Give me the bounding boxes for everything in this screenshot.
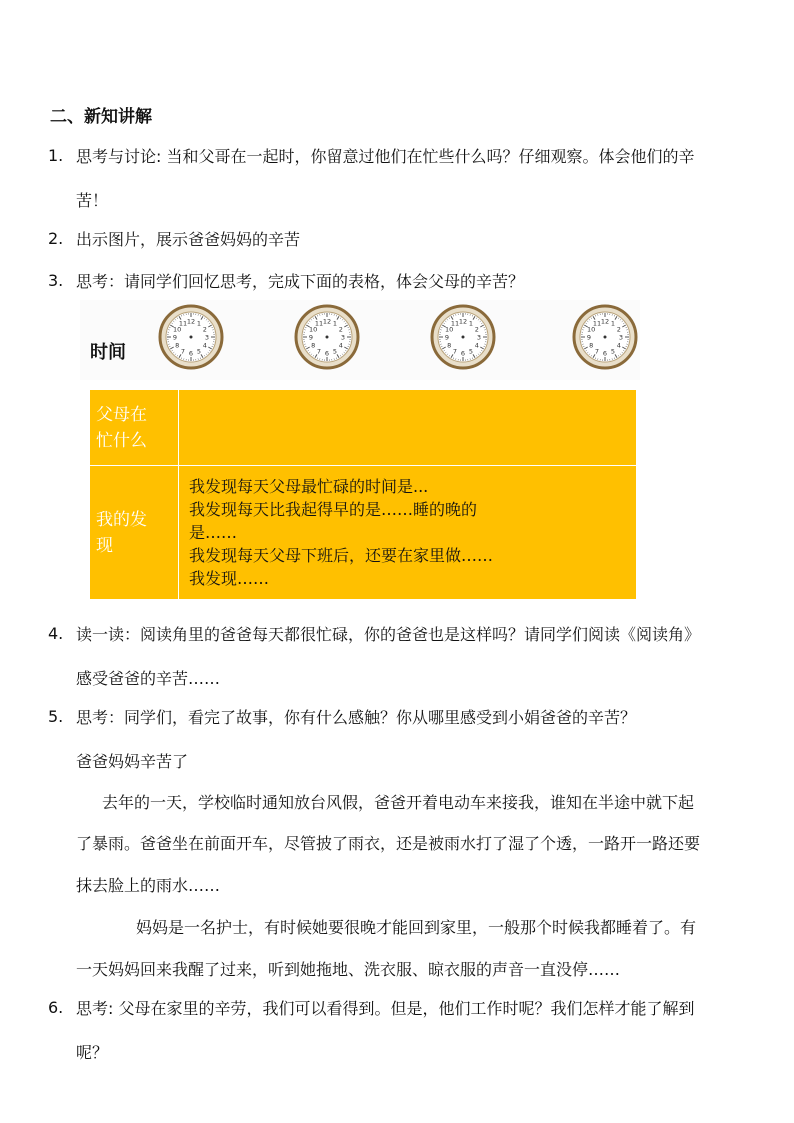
story-title: 爸爸妈妈辛苦了 — [76, 752, 189, 771]
row-label-line: 现 — [96, 535, 113, 556]
clock-icon — [294, 302, 360, 372]
item-text-continued: 呢？ — [76, 1043, 109, 1062]
svg-text:9: 9 — [444, 333, 450, 342]
findings-cell — [179, 466, 637, 600]
svg-text:9: 9 — [308, 333, 314, 342]
row-label-line: 我的发 — [96, 509, 147, 530]
item-text-continued: 苦！ — [76, 191, 109, 210]
item-text: 思考：请同学们回忆思考，完成下面的表格，体会父母的辛苦？ — [76, 272, 525, 291]
svg-text:8: 8 — [311, 341, 316, 350]
item-text: 思考: 父母在家里的辛劳，我们可以看得到。但是，他们工作时呢？我们怎样才能了解到 — [76, 999, 695, 1018]
svg-text:9: 9 — [172, 333, 178, 342]
svg-text:3: 3 — [204, 333, 210, 342]
svg-text:5: 5 — [196, 347, 202, 356]
finding-line: 我发现…… — [189, 569, 270, 588]
table-row — [90, 390, 637, 466]
svg-text:2: 2 — [474, 325, 479, 334]
svg-text:12: 12 — [186, 317, 196, 326]
svg-text:3: 3 — [618, 333, 624, 342]
item-text: 思考与讨论: 当和父哥在一起时，你留意过他们在忙些什么吗？仔细观察。体会他们的辛 — [76, 147, 695, 166]
svg-text:12: 12 — [458, 317, 468, 326]
item-number: 5. — [48, 707, 64, 726]
svg-text:4: 4 — [474, 341, 479, 350]
finding-line: 我发现每天父母下班后，还要在家里做…… — [189, 546, 494, 565]
svg-text:6: 6 — [460, 349, 466, 358]
svg-text:8: 8 — [589, 341, 594, 350]
svg-text:8: 8 — [447, 341, 452, 350]
row-label — [90, 390, 179, 466]
svg-text:5: 5 — [332, 347, 338, 356]
svg-text:7: 7 — [452, 347, 458, 356]
svg-text:12: 12 — [600, 317, 610, 326]
svg-text:10: 10 — [445, 325, 454, 334]
svg-text:2: 2 — [616, 325, 621, 334]
clock-icon — [158, 302, 224, 372]
item-number: 1. — [48, 146, 64, 165]
svg-text:7: 7 — [180, 347, 186, 356]
item-number: 6. — [48, 998, 64, 1017]
item-number: 4. — [48, 624, 64, 643]
svg-text:4: 4 — [202, 341, 207, 350]
svg-text:6: 6 — [602, 349, 608, 358]
section-heading: 二、新知讲解 — [50, 107, 152, 127]
svg-text:1: 1 — [610, 319, 616, 328]
svg-text:10: 10 — [309, 325, 318, 334]
svg-text:10: 10 — [173, 325, 182, 334]
story-line: 妈妈是一名护士，有时候她要很晚才能回到家里，一般那个时候我都睡着了。有 — [136, 918, 697, 937]
answer-cell[interactable] — [179, 390, 637, 466]
time-label: 时间 — [90, 342, 126, 363]
svg-text:5: 5 — [468, 347, 474, 356]
svg-text:11: 11 — [178, 319, 188, 328]
svg-text:7: 7 — [594, 347, 600, 356]
svg-text:8: 8 — [175, 341, 180, 350]
item-text: 出示图片，展示爸爸妈妈的辛苦 — [76, 230, 301, 249]
svg-text:1: 1 — [332, 319, 338, 328]
story-line: 了暴雨。爸爸坐在前面开车，尽管披了雨衣，还是被雨水打了湿了个透，一路开一路还要 — [76, 834, 701, 853]
svg-text:4: 4 — [338, 341, 343, 350]
svg-text:2: 2 — [202, 325, 207, 334]
worksheet-table — [89, 389, 637, 600]
svg-text:1: 1 — [196, 319, 202, 328]
item-text-continued: 感受爸爸的辛苦…… — [76, 669, 221, 688]
svg-text:4: 4 — [616, 341, 621, 350]
finding-line: 我发现每天父母最忙碌的时间是... — [189, 477, 429, 496]
svg-text:11: 11 — [592, 319, 602, 328]
svg-text:11: 11 — [450, 319, 460, 328]
story-line: 一天妈妈回来我醒了过来，听到她拖地、洗衣服、晾衣服的声音一直没停…… — [76, 960, 621, 979]
finding-line: 我发现每天比我起得早的是……睡的晚的 — [189, 500, 478, 519]
svg-text:6: 6 — [188, 349, 194, 358]
svg-text:3: 3 — [476, 333, 482, 342]
svg-text:12: 12 — [322, 317, 332, 326]
row-label-line: 父母在 — [96, 404, 147, 425]
clock-icon — [572, 302, 638, 372]
item-text: 思考：同学们，看完了故事，你有什么感触？你从哪里感受到小娟爸爸的辛苦？ — [76, 708, 637, 727]
svg-text:3: 3 — [340, 333, 346, 342]
svg-text:5: 5 — [610, 347, 616, 356]
svg-text:6: 6 — [324, 349, 330, 358]
item-text: 读一读：阅读角里的爸爸每天都很忙碌，你的爸爸也是这样吗？请同学们阅读《阅读角》 — [76, 625, 701, 644]
table-row — [90, 466, 637, 600]
item-number: 2. — [48, 229, 64, 248]
svg-text:2: 2 — [338, 325, 343, 334]
item-number: 3. — [48, 271, 64, 290]
svg-text:1: 1 — [468, 319, 474, 328]
svg-text:9: 9 — [586, 333, 592, 342]
svg-text:10: 10 — [587, 325, 596, 334]
story-line: 去年的一天，学校临时通知放台风假，爸爸开着电动车来接我，谁知在半途中就下起 — [102, 793, 695, 812]
row-label-line: 忙什么 — [96, 430, 147, 451]
clock-icon — [430, 302, 496, 372]
svg-text:11: 11 — [314, 319, 324, 328]
svg-text:7: 7 — [316, 347, 322, 356]
finding-line: 是…… — [189, 523, 238, 542]
row-label — [90, 466, 179, 600]
story-line: 抹去脸上的雨水…… — [76, 876, 221, 895]
